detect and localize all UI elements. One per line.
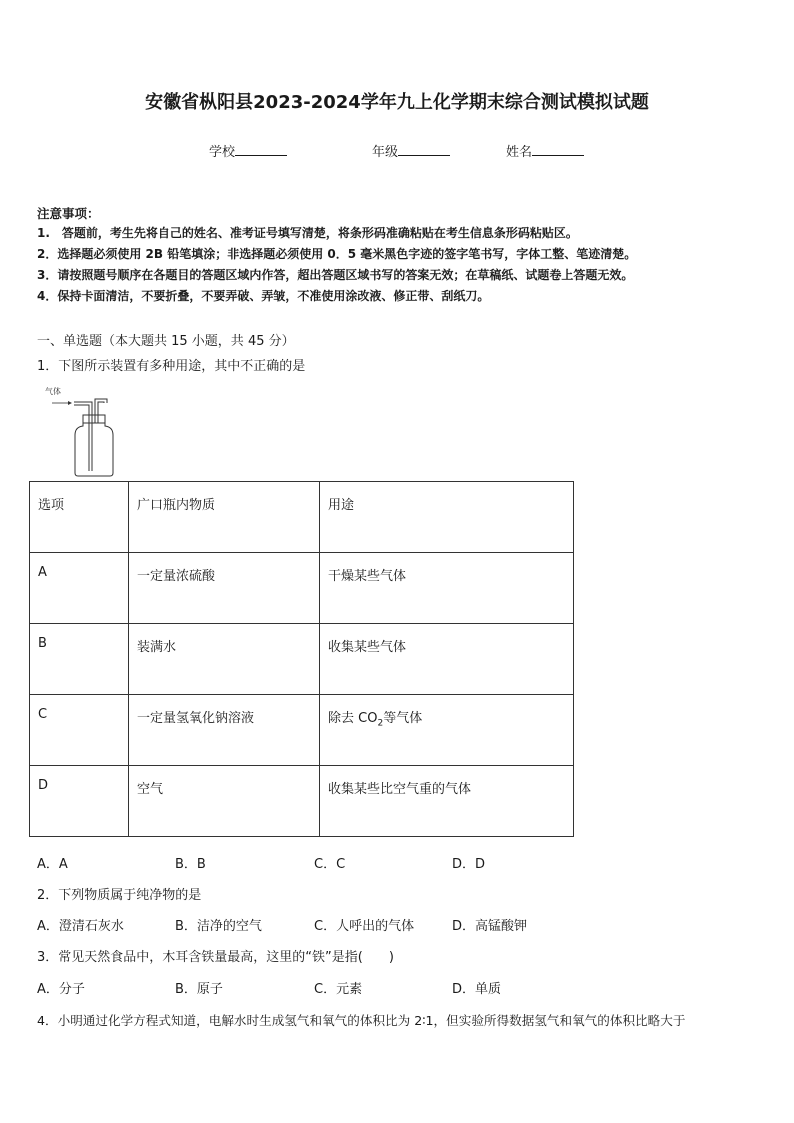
table-cell: 广口瓶内物质: [129, 482, 320, 553]
co2-suffix: 等气体: [383, 711, 423, 726]
school-label: 学校: [209, 145, 236, 160]
table-row: [30, 624, 574, 695]
grade-label: 年级: [372, 145, 399, 160]
notice-item-1: 1. 答题前，考生先将自己的姓名、准考证号填写清楚，将条形码准确粘贴在考生信息条形码粘贴区。: [37, 226, 578, 240]
q1-option-b[interactable]: B．B: [175, 857, 206, 872]
table-row: [30, 482, 574, 553]
q2-option-a[interactable]: A．澄清石灰水: [37, 919, 124, 934]
notice-heading: 注意事项：: [37, 206, 100, 221]
q2-option-c[interactable]: C．人呼出的气体: [314, 919, 415, 934]
name-field: [506, 141, 584, 160]
co2-subscript: 2: [377, 718, 384, 729]
notice-item-3: 3．请按照题号顺序在各题目的答题区域内作答，超出答题区域书写的答案无效；在草稿纸、试题卷上答题无效。: [37, 268, 634, 282]
grade-blank[interactable]: [398, 143, 450, 156]
name-blank[interactable]: [532, 143, 584, 156]
page-title: 安徽省枞阳县2023-2024学年九上化学期末综合测试模拟试题: [145, 92, 649, 113]
notice-item-4: 4．保持卡面清洁，不要折叠，不要弄破、弄皱，不准使用涂改液、修正带、刮纸刀。: [37, 289, 490, 303]
q3-option-c[interactable]: C．元素: [314, 982, 363, 997]
table-row: [30, 766, 574, 837]
school-blank[interactable]: [235, 143, 287, 156]
figure-gas-label: 气体: [45, 387, 61, 396]
q3-option-d[interactable]: D．单质: [452, 982, 502, 997]
table-row: [30, 695, 574, 766]
table-cell: 收集某些气体: [320, 624, 574, 695]
table-cell: 装满水: [129, 624, 320, 695]
table-row: [30, 553, 574, 624]
table-cell: A: [30, 553, 129, 624]
table-cell: 一定量浓硫酸: [129, 553, 320, 624]
school-field: [209, 141, 287, 160]
table-cell: 收集某些比空气重的气体: [320, 766, 574, 837]
q3-option-a[interactable]: A．分子: [37, 982, 85, 997]
name-label: 姓名: [506, 145, 533, 160]
question-4-stem: 4．小明通过化学方程式知道，电解水时生成氢气和氧气的体积比为 2∶1，但实验所得数据氢气和氧气的体积比略大于: [37, 1013, 686, 1028]
question-1-stem: 1．下图所示装置有多种用途，其中不正确的是: [37, 359, 306, 374]
table-cell: B: [30, 624, 129, 695]
q3-option-b[interactable]: B．原子: [175, 982, 223, 997]
table-cell: 选项: [30, 482, 129, 553]
question-1-table: [29, 481, 574, 837]
table-cell: 空气: [129, 766, 320, 837]
q2-option-d[interactable]: D．高锰酸钾: [452, 919, 528, 934]
table-cell: 一定量氢氧化钠溶液: [129, 695, 320, 766]
q1-option-a[interactable]: A．A: [37, 857, 68, 872]
co2-prefix: 除去 CO: [328, 711, 378, 726]
grade-field: [372, 141, 450, 160]
question-3-stem: 3．常见天然食品中，木耳含铁量最高，这里的“铁”是指( ): [37, 950, 394, 965]
q1-option-c[interactable]: C．C: [314, 857, 346, 872]
table-cell: D: [30, 766, 129, 837]
gas-bottle-figure: [42, 383, 122, 482]
section-heading: 一、单选题（本大题共 15 小题，共 45 分）: [37, 334, 295, 349]
table-cell: [320, 695, 574, 766]
table-cell: 干燥某些气体: [320, 553, 574, 624]
notice-item-2: 2．选择题必须使用 2B 铅笔填涂；非选择题必须使用 0．5 毫米黑色字迹的签字笔书写，字体工整、笔迹清楚。: [37, 247, 637, 261]
q2-option-b[interactable]: B．洁净的空气: [175, 919, 262, 934]
table-cell: C: [30, 695, 129, 766]
q1-option-d[interactable]: D．D: [452, 857, 486, 872]
table-cell: 用途: [320, 482, 574, 553]
question-2-stem: 2．下列物质属于纯净物的是: [37, 888, 202, 903]
